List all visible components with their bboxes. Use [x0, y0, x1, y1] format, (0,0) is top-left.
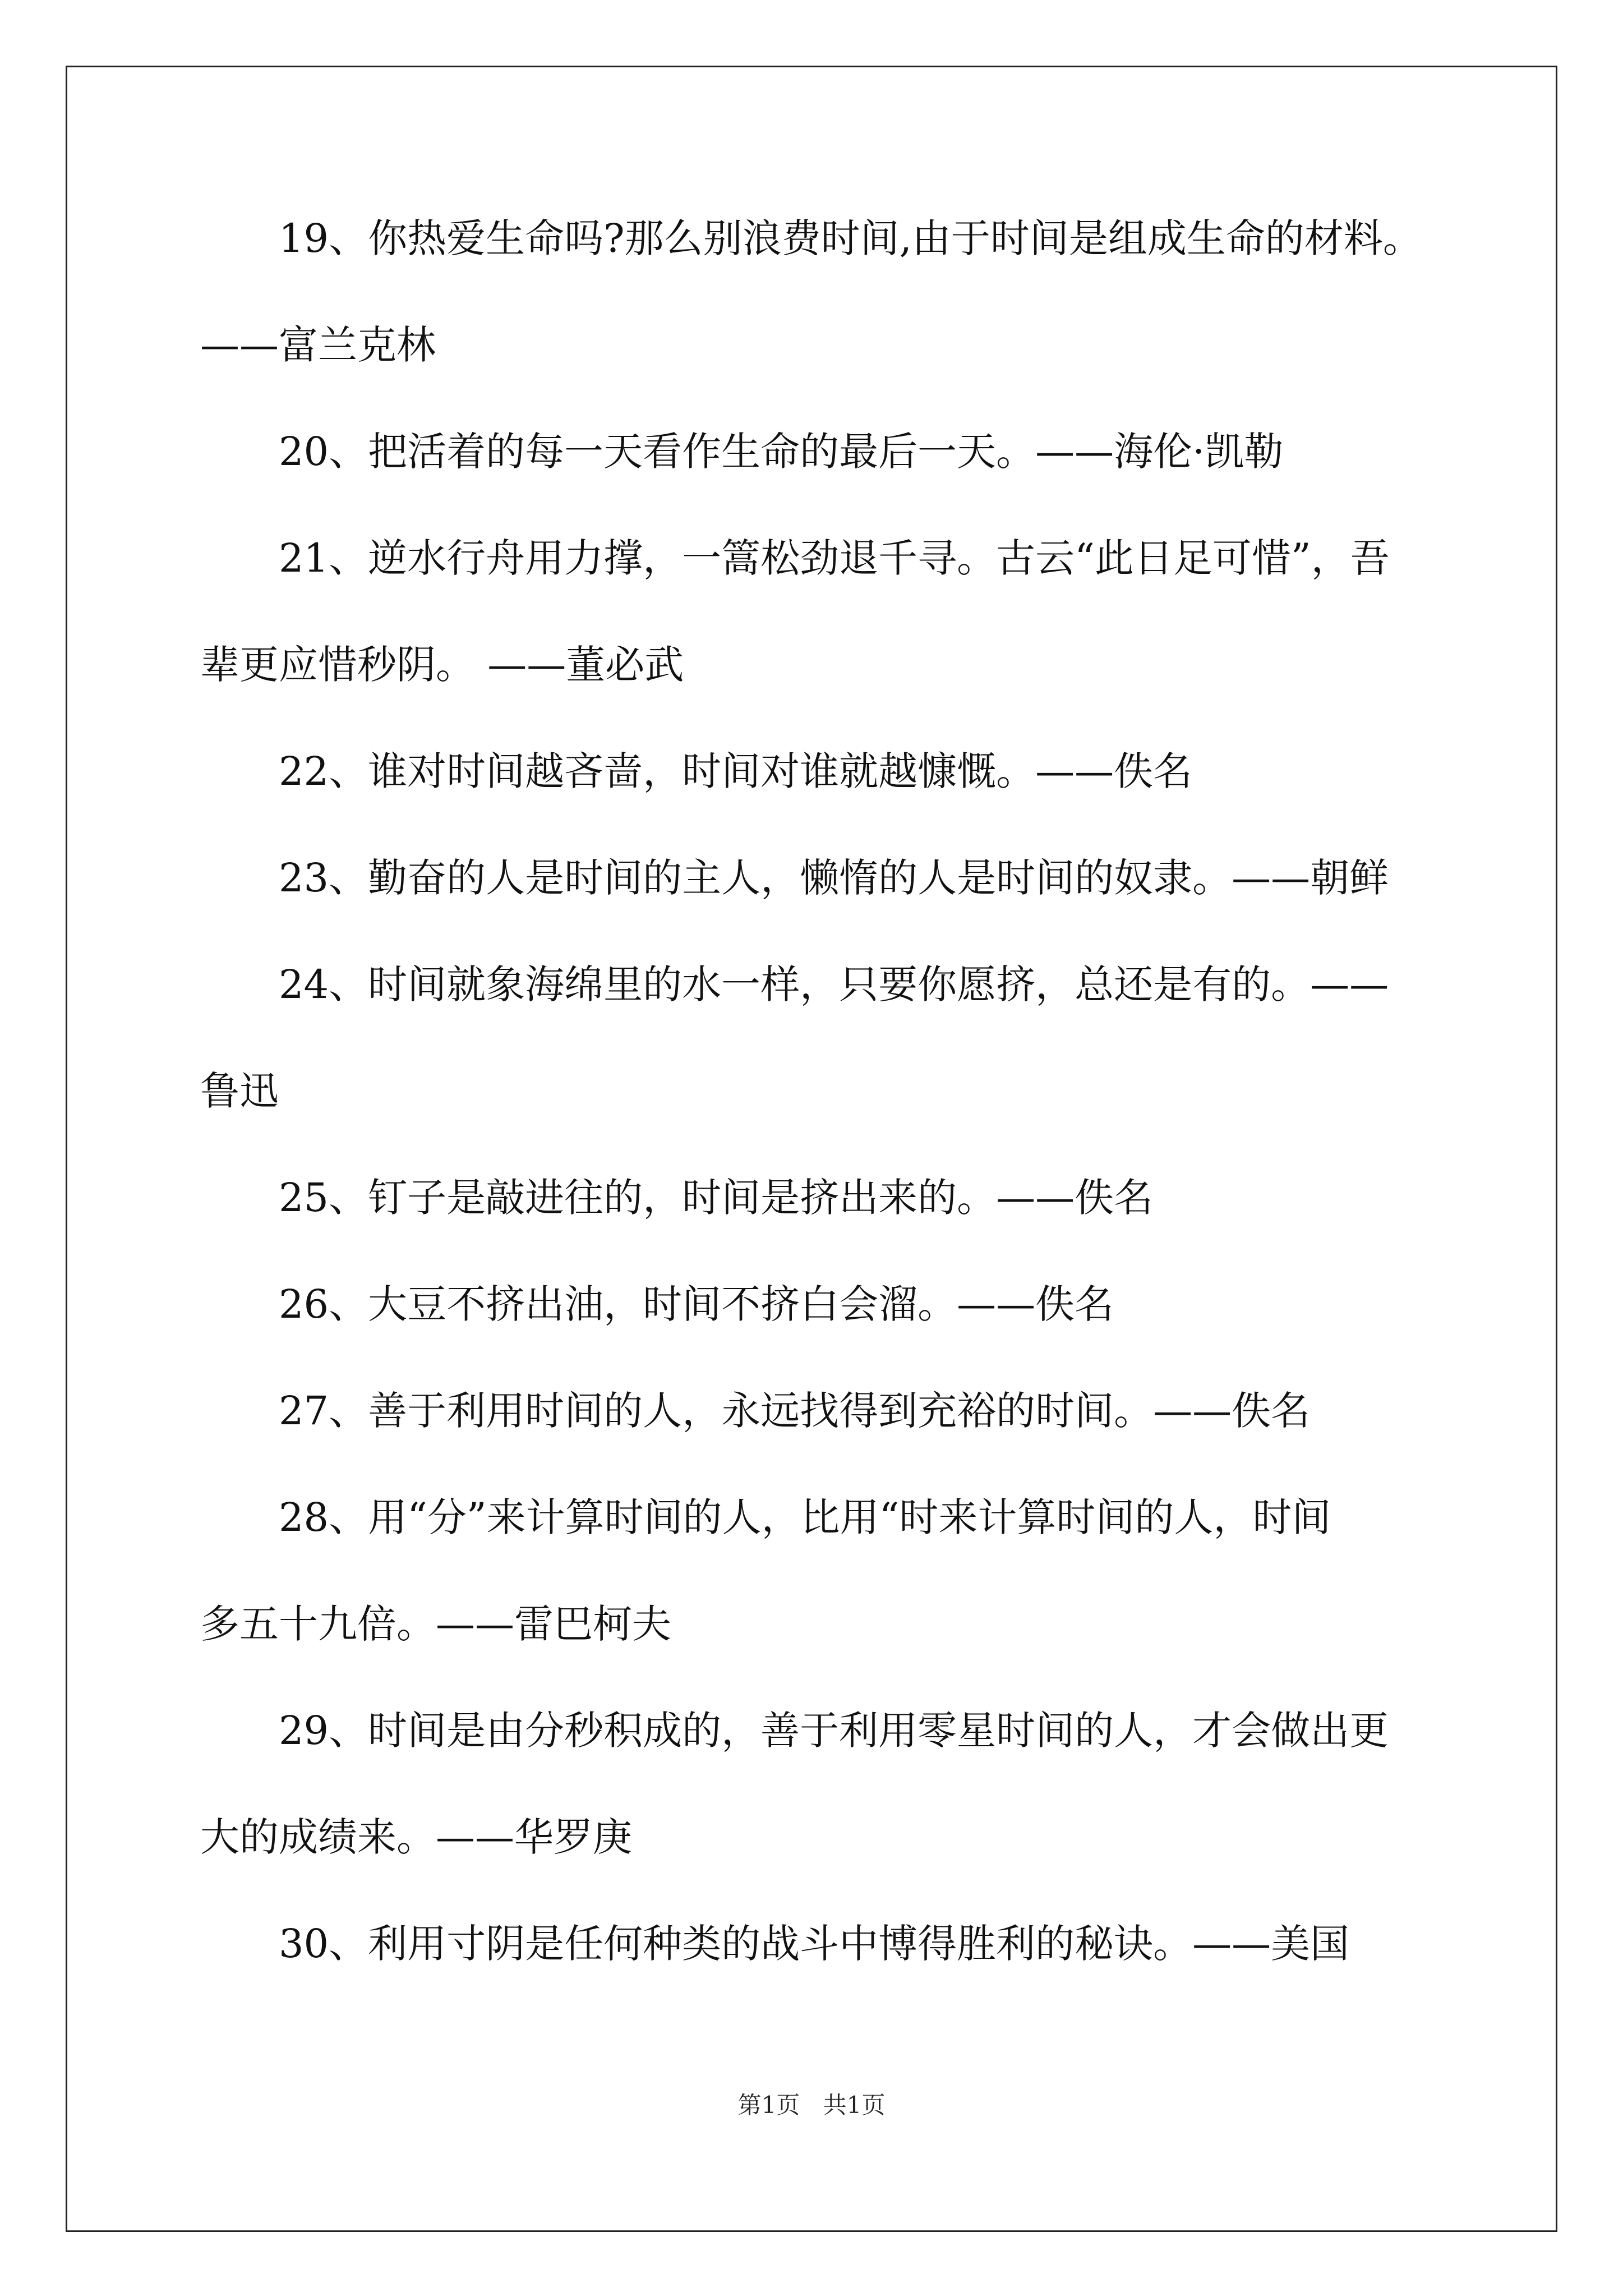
page-footer: [0, 2087, 1623, 2120]
page-number: 第1页: [737, 2091, 800, 2119]
quote-26: 26、大豆不挤出油，时间不挤白会溜。——佚名: [279, 1281, 1114, 1327]
quote-28-line-1: 28、用“分”来计算时间的人，比用“时来计算时间的人，时间: [279, 1494, 1331, 1540]
page-border: [66, 66, 1557, 2232]
quote-29-line-1: 29、时间是由分秒积成的，善于利用零星时间的人，才会做出更: [279, 1708, 1389, 1754]
quote-21-line-2: 辈更应惜秒阴。 ——董必武: [200, 642, 684, 688]
quote-21-line-1: 21、逆水行舟用力撑，一篙松劲退千寻。古云“此日足可惜”，吾: [279, 535, 1390, 581]
quote-19-line-2: ——富兰克林: [200, 322, 436, 368]
total-pages: 共1页: [823, 2091, 886, 2119]
quote-27: 27、善于利用时间的人，永远找得到充裕的时间。——佚名: [279, 1388, 1311, 1434]
quote-28-line-2: 多五十九倍。——雷巴柯夫: [200, 1601, 671, 1647]
quote-24-line-2: 鲁迅: [200, 1068, 279, 1114]
quote-25: 25、钉子是敲进往的，时间是挤出来的。——佚名: [279, 1175, 1154, 1221]
quote-22: 22、谁对时间越吝啬，时间对谁就越慷慨。——佚名: [279, 748, 1193, 794]
quote-29-line-2: 大的成绩来。——华罗庚: [200, 1814, 632, 1860]
quote-30: 30、利用寸阴是任何种类的战斗中博得胜利的秘诀。——美国: [279, 1921, 1350, 1967]
quote-23: 23、勤奋的人是时间的主人，懒惰的人是时间的奴隶。——朝鲜: [279, 855, 1389, 901]
quote-24-line-1: 24、时间就象海绵里的水一样，只要你愿挤，总还是有的。——: [279, 961, 1389, 1007]
quote-19-line-1: 19、你热爱生命吗?那么别浪费时间,由于时间是组成生命的材料。: [279, 215, 1422, 261]
quote-20: 20、把活着的每一天看作生命的最后一天。——海伦·凯勒: [279, 429, 1284, 475]
